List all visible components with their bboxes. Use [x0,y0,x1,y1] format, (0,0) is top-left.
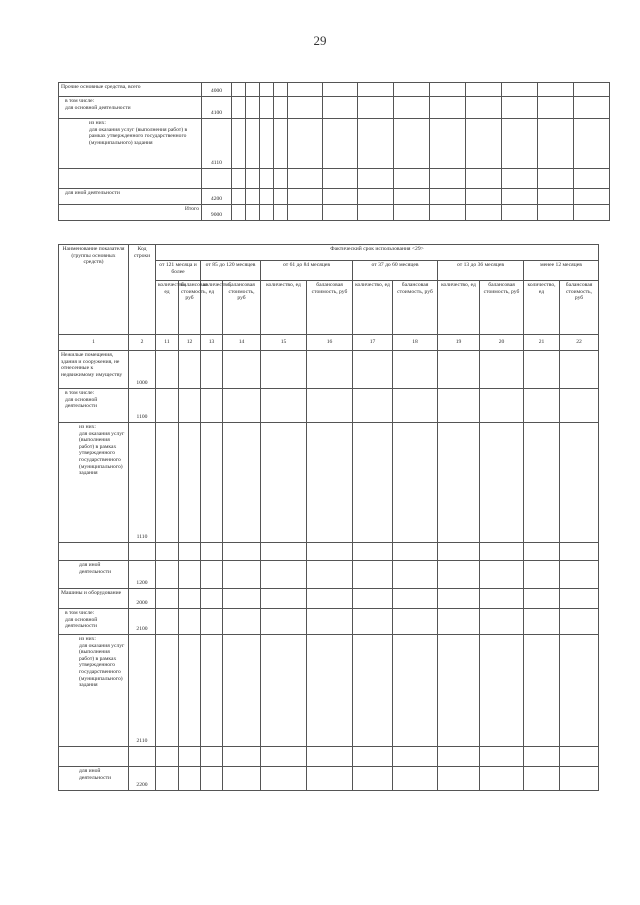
empty-cell [201,543,223,561]
table-row [59,169,610,189]
empty-cell [502,205,538,221]
empty-cell [201,589,223,609]
empty-cell [393,351,438,389]
column-number: 21 [524,335,560,351]
empty-cell [480,767,524,791]
empty-cell [246,205,260,221]
empty-cell [574,205,610,221]
empty-cell [156,351,179,389]
empty-cell [466,97,502,119]
empty-cell [358,189,394,205]
empty-cell [246,83,260,97]
table-row [59,747,599,767]
row-code [129,543,156,561]
empty-cell [274,169,288,189]
empty-cell [232,119,246,169]
empty-cell [430,119,466,169]
row-label: из них: для оказания услуг (выполнения работ) в рамках утвержденного государственного (муниципального) задания [59,423,129,543]
empty-cell [179,589,201,609]
subhead-3: балансовая стоимость, руб [223,281,261,335]
empty-cell [438,747,480,767]
empty-cell [393,389,438,423]
row-code: 1100 [129,389,156,423]
empty-cell [232,169,246,189]
table-row [59,389,599,423]
empty-cell [393,589,438,609]
empty-cell [524,747,560,767]
subhead-4: количество, ед [261,281,307,335]
empty-cell [538,97,574,119]
empty-cell [223,747,261,767]
empty-cell [430,169,466,189]
empty-cell [201,635,223,747]
usage-period-table [58,244,599,791]
column-number: 14 [223,335,261,351]
empty-cell [179,609,201,635]
empty-cell [524,635,560,747]
empty-cell [574,119,610,169]
empty-cell [201,423,223,543]
empty-cell [466,189,502,205]
empty-cell [353,543,393,561]
empty-cell [307,635,353,747]
empty-cell [232,97,246,119]
column-number: 13 [201,335,223,351]
empty-cell [274,189,288,205]
subhead-8: количество, ед [438,281,480,335]
empty-cell [261,561,307,589]
period-121: от 121 месяца и более [156,261,201,281]
empty-cell [223,589,261,609]
row-code: 4100 [202,97,232,119]
empty-cell [502,169,538,189]
empty-cell [223,389,261,423]
empty-cell [574,97,610,119]
empty-cell [393,747,438,767]
empty-cell [246,97,260,119]
table-row [59,543,599,561]
table-row [59,561,599,589]
table-row [59,635,599,747]
period-13-36: от 13 до 36 месяцев [438,261,524,281]
empty-cell [502,97,538,119]
empty-cell [430,83,466,97]
empty-cell [201,561,223,589]
empty-cell [480,351,524,389]
empty-cell [502,189,538,205]
empty-cell [201,389,223,423]
empty-cell [288,83,323,97]
empty-cell [179,767,201,791]
row-label: из них: для оказания услуг (выполнения работ) в рамках утвержденного государственного (муниципального) задания [59,635,129,747]
row-code: 2100 [129,609,156,635]
period-37-60: от 37 до 60 месяцев [353,261,438,281]
empty-cell [438,767,480,791]
row-label: Итого [59,205,202,221]
empty-cell [524,543,560,561]
period-85-120: от 85 до 120 месяцев [201,261,261,281]
empty-cell [223,351,261,389]
empty-cell [156,561,179,589]
empty-cell [323,205,358,221]
empty-cell [480,747,524,767]
empty-cell [223,609,261,635]
empty-cell [524,609,560,635]
empty-cell [358,97,394,119]
empty-cell [260,205,274,221]
empty-cell [260,169,274,189]
row-code: 1110 [129,423,156,543]
column-number: 2 [129,335,156,351]
empty-cell [260,189,274,205]
row-label [59,747,129,767]
empty-cell [574,169,610,189]
empty-cell [179,747,201,767]
row-label: в том числе: для основной деятельности [59,609,129,635]
empty-cell [223,635,261,747]
empty-cell [156,589,179,609]
table-row [59,423,599,543]
empty-cell [524,589,560,609]
empty-cell [538,169,574,189]
empty-cell [353,423,393,543]
empty-cell [560,351,599,389]
empty-cell [288,119,323,169]
empty-cell [261,609,307,635]
top-summary-table [58,82,610,221]
empty-cell [430,205,466,221]
empty-cell [502,83,538,97]
empty-cell [288,169,323,189]
empty-cell [438,561,480,589]
empty-cell [560,747,599,767]
row-label [59,543,129,561]
empty-cell [438,423,480,543]
empty-cell [353,609,393,635]
column-number: 15 [261,335,307,351]
empty-cell [353,589,393,609]
subhead-5: балансовая стоимость, руб [307,281,353,335]
empty-cell [201,767,223,791]
empty-cell [358,119,394,169]
empty-cell [179,351,201,389]
page-number: 29 [313,33,327,48]
empty-cell [560,589,599,609]
empty-cell [393,635,438,747]
row-code: 4000 [202,83,232,97]
empty-cell [466,83,502,97]
empty-cell [393,609,438,635]
empty-cell [480,423,524,543]
row-label [59,169,202,189]
empty-cell [438,609,480,635]
table-row [59,119,610,169]
empty-cell [156,747,179,767]
empty-cell [538,119,574,169]
empty-cell [179,561,201,589]
empty-cell [323,97,358,119]
row-label: Нежилые помещения, здания и сооружения, не отнесенные к недвижимому имуществу [59,351,129,389]
empty-cell [353,767,393,791]
empty-cell [574,83,610,97]
empty-cell [480,389,524,423]
row-code: 2200 [129,767,156,791]
empty-cell [438,389,480,423]
empty-cell [156,423,179,543]
empty-cell [179,543,201,561]
empty-cell [223,561,261,589]
empty-cell [156,543,179,561]
empty-cell [261,589,307,609]
empty-cell [223,543,261,561]
column-number: 19 [438,335,480,351]
empty-cell [201,747,223,767]
table-row [59,609,599,635]
subhead-0: количество, ед [156,281,179,335]
table-row [59,589,599,609]
empty-cell [353,389,393,423]
empty-cell [480,635,524,747]
subhead-11: балансовая стоимость, руб [560,281,599,335]
empty-cell [393,423,438,543]
empty-cell [524,351,560,389]
empty-cell [560,389,599,423]
empty-cell [307,389,353,423]
empty-cell [260,83,274,97]
column-number: 17 [353,335,393,351]
empty-cell [393,561,438,589]
empty-cell [274,119,288,169]
empty-cell [358,83,394,97]
empty-cell [574,189,610,205]
empty-cell [466,119,502,169]
empty-cell [394,169,430,189]
empty-cell [323,169,358,189]
empty-cell [438,351,480,389]
empty-cell [223,767,261,791]
table-row [59,83,610,97]
empty-cell [502,119,538,169]
empty-cell [274,97,288,119]
empty-cell [560,423,599,543]
empty-cell [538,205,574,221]
empty-cell [358,169,394,189]
row-label: в том числе: для основной деятельности [59,97,202,119]
empty-cell [201,351,223,389]
row-code: 4200 [202,189,232,205]
subhead-10: количество, ед [524,281,560,335]
subhead-9: балансовая стоимость, руб [480,281,524,335]
column-number: 12 [179,335,201,351]
row-label: Машины и оборудование [59,589,129,609]
empty-cell [261,423,307,543]
empty-cell [560,635,599,747]
empty-cell [260,97,274,119]
row-code: 4110 [202,119,232,169]
empty-cell [480,561,524,589]
empty-cell [524,423,560,543]
empty-cell [538,83,574,97]
empty-cell [156,635,179,747]
empty-cell [438,543,480,561]
table-row [59,205,610,221]
empty-cell [524,767,560,791]
row-label: для иной деятельности [59,561,129,589]
empty-cell [232,189,246,205]
empty-cell [179,389,201,423]
table-row [59,189,610,205]
empty-cell [246,169,260,189]
empty-cell [323,119,358,169]
empty-cell [353,635,393,747]
row-code: 2110 [129,635,156,747]
row-code: 9000 [202,205,232,221]
empty-cell [353,351,393,389]
period-under-12: менее 12 месяцев [524,261,599,281]
empty-cell [261,351,307,389]
empty-cell [394,189,430,205]
row-label: для иной деятельности [59,189,202,205]
header-fact-period: Фактический срок использования <29> [156,245,599,261]
empty-cell [358,205,394,221]
row-code [202,169,232,189]
row-label: для иной деятельности [59,767,129,791]
column-number: 20 [480,335,524,351]
subhead-6: количество, ед [353,281,393,335]
column-number: 16 [307,335,353,351]
row-label: из них: для оказания услуг (выполнения работ) в рамках утвержденного государственного (муниципального) задания [59,119,202,169]
empty-cell [538,189,574,205]
empty-cell [307,423,353,543]
empty-cell [261,747,307,767]
empty-cell [560,767,599,791]
period-61-84: от 61 до 84 месяцев [261,261,353,281]
column-number: 1 [59,335,129,351]
empty-cell [307,561,353,589]
empty-cell [156,609,179,635]
empty-cell [274,83,288,97]
empty-cell [307,609,353,635]
empty-cell [353,747,393,767]
row-code: 1200 [129,561,156,589]
empty-cell [261,635,307,747]
empty-cell [261,767,307,791]
row-label: Прочие основные средства, всего [59,83,202,97]
empty-cell [232,205,246,221]
empty-cell [156,767,179,791]
empty-cell [524,389,560,423]
empty-cell [307,351,353,389]
empty-cell [232,83,246,97]
empty-cell [288,189,323,205]
empty-cell [223,423,261,543]
empty-cell [394,83,430,97]
empty-cell [466,169,502,189]
column-number: 18 [393,335,438,351]
empty-cell [394,205,430,221]
empty-cell [353,561,393,589]
empty-cell [560,561,599,589]
empty-cell [524,561,560,589]
empty-cell [274,205,288,221]
table-row [59,97,610,119]
table-row [59,767,599,791]
empty-cell [307,767,353,791]
empty-cell [480,543,524,561]
empty-cell [288,97,323,119]
empty-cell [261,543,307,561]
empty-cell [393,543,438,561]
empty-cell [179,423,201,543]
empty-cell [260,119,274,169]
empty-cell [560,543,599,561]
empty-cell [201,609,223,635]
empty-cell [323,189,358,205]
empty-cell [393,767,438,791]
empty-cell [261,389,307,423]
empty-cell [466,205,502,221]
column-number: 22 [560,335,599,351]
empty-cell [307,747,353,767]
table-row [59,351,599,389]
subhead-1: балансовая стоимость, руб [179,281,201,335]
row-code [129,747,156,767]
empty-cell [307,543,353,561]
header-name: Наименование показателя (группы основных средств) [59,245,129,335]
empty-cell [560,609,599,635]
empty-cell [288,205,323,221]
subhead-7: балансовая стоимость, руб [393,281,438,335]
empty-cell [323,83,358,97]
empty-cell [438,635,480,747]
empty-cell [246,119,260,169]
empty-cell [430,97,466,119]
empty-cell [394,119,430,169]
subhead-2: количество, ед [201,281,223,335]
empty-cell [394,97,430,119]
row-code: 2000 [129,589,156,609]
empty-cell [246,189,260,205]
empty-cell [156,389,179,423]
row-code: 1000 [129,351,156,389]
row-label: в том числе: для основной деятельности [59,389,129,423]
header-code: Код строки [129,245,156,335]
empty-cell [179,635,201,747]
column-number: 11 [156,335,179,351]
empty-cell [480,589,524,609]
empty-cell [307,589,353,609]
empty-cell [438,589,480,609]
empty-cell [430,189,466,205]
empty-cell [480,609,524,635]
